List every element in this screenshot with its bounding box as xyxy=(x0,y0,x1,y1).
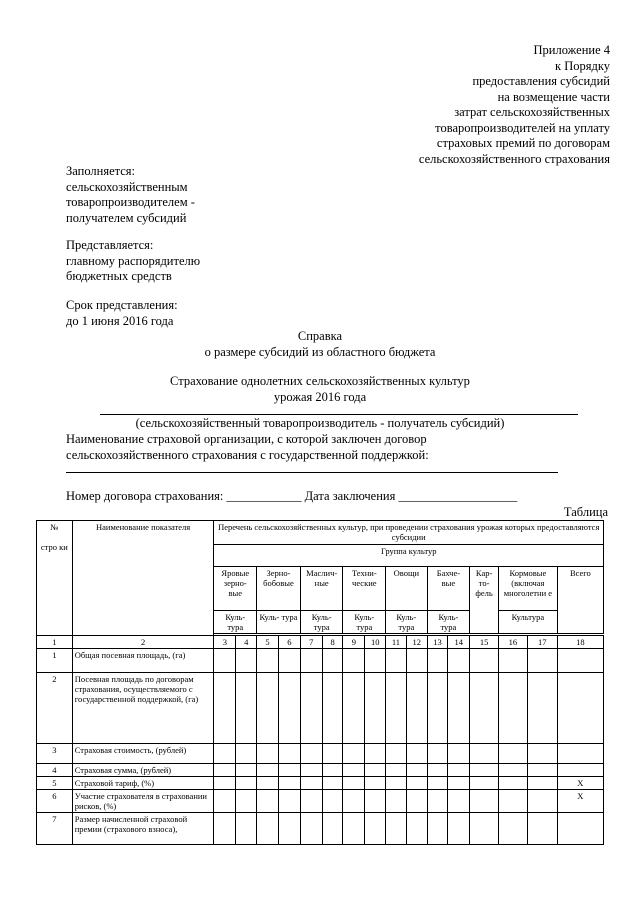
document-subtitle xyxy=(0,374,640,405)
value-cell[interactable] xyxy=(257,812,279,844)
table-row xyxy=(37,812,604,844)
value-cell[interactable] xyxy=(343,812,365,844)
indicator-name: Размер начисленной страховой премии (страхового взноса), xyxy=(72,812,214,844)
value-cell[interactable] xyxy=(499,649,528,673)
submitted-to-line: Представляется: xyxy=(66,238,154,252)
value-cell[interactable] xyxy=(448,673,470,743)
col-number: 16 xyxy=(499,636,528,649)
value-cell[interactable] xyxy=(406,763,427,776)
value-cell[interactable] xyxy=(427,789,448,812)
indicator-name: Страховая стоимость, (рублей) xyxy=(72,743,214,763)
group-oilseeds: Маслич- ные xyxy=(300,567,343,611)
value-cell[interactable] xyxy=(214,812,236,844)
value-cell[interactable] xyxy=(278,776,300,789)
value-cell[interactable] xyxy=(236,812,257,844)
value-cell[interactable] xyxy=(527,763,557,776)
col-number: 11 xyxy=(386,636,407,649)
group-potato: Кар- то- фель xyxy=(470,567,499,634)
value-cell[interactable] xyxy=(322,673,343,743)
col-number: 3 xyxy=(214,636,236,649)
appendix-line: на возмещение части xyxy=(497,89,610,104)
value-cell[interactable] xyxy=(427,743,448,763)
value-cell[interactable] xyxy=(527,649,557,673)
header-row-label: стро ки xyxy=(40,542,68,552)
value-cell[interactable] xyxy=(257,649,279,673)
col-number: 8 xyxy=(322,636,343,649)
value-cell[interactable] xyxy=(499,763,528,776)
culture-cell: Куль- тура xyxy=(300,611,343,634)
table-row xyxy=(37,649,604,673)
crop-group-header: Группа культур xyxy=(214,545,604,567)
value-cell[interactable] xyxy=(278,812,300,844)
value-cell[interactable] xyxy=(343,649,365,673)
value-cell[interactable] xyxy=(448,789,470,812)
value-cell[interactable] xyxy=(365,789,386,812)
value-cell[interactable] xyxy=(322,649,343,673)
value-cell[interactable] xyxy=(499,776,528,789)
value-cell[interactable] xyxy=(214,673,236,743)
insurer-label-line: Наименование страховой организации, с которой заключен договор xyxy=(66,432,427,446)
value-cell[interactable] xyxy=(214,789,236,812)
total-cell[interactable]: Х xyxy=(557,789,603,812)
col-number: 9 xyxy=(343,636,365,649)
value-cell[interactable] xyxy=(386,673,407,743)
insurer-label-line: сельскохозяйственного страхования с государственной поддержкой: xyxy=(66,447,429,462)
row-number: 4 xyxy=(37,763,73,776)
value-cell[interactable] xyxy=(278,743,300,763)
value-cell[interactable] xyxy=(499,673,528,743)
appendix-header xyxy=(419,43,610,167)
indicator-name: Страховая сумма, (рублей) xyxy=(72,763,214,776)
value-cell[interactable] xyxy=(406,649,427,673)
document-title xyxy=(0,329,640,360)
value-cell[interactable] xyxy=(236,776,257,789)
col-number: 6 xyxy=(278,636,300,649)
value-cell[interactable] xyxy=(527,743,557,763)
filled-by-line: товаропроизводителем - xyxy=(66,195,195,209)
group-technical: Техни- ческие xyxy=(343,567,386,611)
value-cell[interactable] xyxy=(406,789,427,812)
value-cell[interactable] xyxy=(365,763,386,776)
value-cell[interactable] xyxy=(300,649,322,673)
col-number: 18 xyxy=(557,636,603,649)
value-cell[interactable] xyxy=(257,763,279,776)
table-label: Таблица xyxy=(563,505,608,519)
table-row xyxy=(37,673,604,743)
indicator-name-header: Наименование показателя xyxy=(72,521,214,636)
culture-cell: Куль- тура xyxy=(427,611,470,634)
insurer-fill-line[interactable] xyxy=(66,472,558,473)
submitted-to-block xyxy=(66,238,200,285)
value-cell[interactable] xyxy=(300,763,322,776)
value-cell[interactable] xyxy=(427,776,448,789)
value-cell[interactable] xyxy=(470,743,499,763)
value-cell[interactable] xyxy=(257,776,279,789)
table-row xyxy=(37,789,604,812)
value-cell[interactable] xyxy=(343,673,365,743)
value-cell[interactable] xyxy=(499,789,528,812)
value-cell[interactable] xyxy=(236,673,257,743)
culture-cell: Куль- тура xyxy=(386,611,427,634)
row-number: 2 xyxy=(37,673,73,743)
col-number: 4 xyxy=(236,636,257,649)
value-cell[interactable] xyxy=(365,812,386,844)
producer-fill-line[interactable] xyxy=(100,414,578,415)
value-cell[interactable] xyxy=(499,812,528,844)
value-cell[interactable] xyxy=(214,776,236,789)
value-cell[interactable] xyxy=(365,776,386,789)
value-cell[interactable] xyxy=(470,812,499,844)
value-cell[interactable] xyxy=(427,812,448,844)
contract-line: Номер договора страхования: ____________ Дата заключения ___________________ xyxy=(66,489,518,503)
total-cell[interactable] xyxy=(557,743,603,763)
col-number: 17 xyxy=(527,636,557,649)
value-cell[interactable] xyxy=(236,763,257,776)
group-vegetables: Овощи xyxy=(386,567,427,611)
value-cell[interactable] xyxy=(300,673,322,743)
appendix-line: сельскохозяйственного страхования xyxy=(418,151,610,166)
value-cell[interactable] xyxy=(386,776,407,789)
value-cell[interactable] xyxy=(365,673,386,743)
value-cell[interactable] xyxy=(386,649,407,673)
value-cell[interactable] xyxy=(343,776,365,789)
table-body xyxy=(37,649,604,845)
value-cell[interactable] xyxy=(322,763,343,776)
total-cell[interactable] xyxy=(557,649,603,673)
row-number: 6 xyxy=(37,789,73,812)
producer-caption: (сельскохозяйственный товаропроизводитель - получатель субсидий) xyxy=(135,416,505,430)
value-cell[interactable] xyxy=(365,743,386,763)
value-cell[interactable] xyxy=(527,673,557,743)
row-number: 7 xyxy=(37,812,73,844)
indicator-name: Общая посевная площадь, (га) xyxy=(72,649,214,673)
col-number: 5 xyxy=(257,636,279,649)
row-number: 3 xyxy=(37,743,73,763)
value-cell[interactable] xyxy=(448,776,470,789)
group-melons: Бахче- вые xyxy=(427,567,470,611)
value-cell[interactable] xyxy=(322,812,343,844)
value-cell[interactable] xyxy=(470,789,499,812)
col-number: 13 xyxy=(427,636,448,649)
value-cell[interactable] xyxy=(499,743,528,763)
value-cell[interactable] xyxy=(448,763,470,776)
value-cell[interactable] xyxy=(278,673,300,743)
value-cell[interactable] xyxy=(257,743,279,763)
value-cell[interactable] xyxy=(343,743,365,763)
row-number: 1 xyxy=(37,649,73,673)
value-cell[interactable] xyxy=(427,649,448,673)
culture-cell: Куль- тура xyxy=(257,611,301,634)
value-cell[interactable] xyxy=(448,743,470,763)
value-cell[interactable] xyxy=(470,763,499,776)
value-cell[interactable] xyxy=(300,812,322,844)
column-numbers-row xyxy=(37,636,604,649)
value-cell[interactable] xyxy=(278,763,300,776)
value-cell[interactable] xyxy=(427,763,448,776)
appendix-line: к Порядку xyxy=(555,58,610,73)
value-cell[interactable] xyxy=(278,649,300,673)
value-cell[interactable] xyxy=(322,743,343,763)
indicator-name: Посевная площадь по договорам страхования, осуществляемого с государственной поддержкой, (га) xyxy=(72,673,214,743)
col-number: 7 xyxy=(300,636,322,649)
value-cell[interactable] xyxy=(322,776,343,789)
row-number: 5 xyxy=(37,776,73,789)
value-cell[interactable] xyxy=(427,673,448,743)
culture-cell: Куль- тура xyxy=(214,611,257,634)
total-cell[interactable]: Х xyxy=(557,776,603,789)
header-no: № xyxy=(50,522,59,532)
col-number: 2 xyxy=(72,636,214,649)
value-cell[interactable] xyxy=(470,776,499,789)
col-number: 10 xyxy=(365,636,386,649)
table-row xyxy=(37,763,604,776)
value-cell[interactable] xyxy=(406,812,427,844)
crop-list-header: Перечень сельскохозяйственных культур, при проведении страхования урожая которых предоставляются субсидии xyxy=(214,521,604,545)
value-cell[interactable] xyxy=(214,743,236,763)
value-cell[interactable] xyxy=(343,789,365,812)
appendix-line: товаропроизводителей на уплату xyxy=(435,120,610,135)
col-number: 1 xyxy=(37,636,73,649)
appendix-line: затрат сельскохозяйственных xyxy=(454,105,610,119)
row-number-header xyxy=(37,521,73,636)
culture-cell: Куль- тура xyxy=(343,611,386,634)
table-row xyxy=(37,743,604,763)
table-row xyxy=(37,776,604,789)
value-cell[interactable] xyxy=(300,789,322,812)
value-cell[interactable] xyxy=(365,649,386,673)
value-cell[interactable] xyxy=(300,776,322,789)
value-cell[interactable] xyxy=(386,812,407,844)
subsidy-table xyxy=(36,520,604,845)
group-fodder: Кормовые (включая многолетни е xyxy=(499,567,558,611)
value-cell[interactable] xyxy=(470,649,499,673)
value-cell[interactable] xyxy=(214,763,236,776)
value-cell[interactable] xyxy=(300,743,322,763)
subtitle-line: Страхование однолетних сельскохозяйственных культур xyxy=(170,374,470,388)
insurer-label xyxy=(66,432,429,463)
appendix-line: Приложение 4 xyxy=(533,43,610,57)
value-cell[interactable] xyxy=(406,743,427,763)
submitted-to-line: главному распорядителю xyxy=(66,253,201,268)
deadline-block xyxy=(66,298,178,329)
col-number: 12 xyxy=(406,636,427,649)
group-total: Всего xyxy=(557,567,603,634)
value-cell[interactable] xyxy=(527,812,557,844)
subtitle-line: урожая 2016 года xyxy=(273,389,367,404)
value-cell[interactable] xyxy=(322,789,343,812)
value-cell[interactable] xyxy=(386,789,407,812)
group-spring-grain: Яровые зерно- вые xyxy=(214,567,257,611)
title-line: о размере субсидий из областного бюджета xyxy=(204,344,436,359)
filled-by-line: получателем субсидий xyxy=(66,210,187,225)
col-number: 15 xyxy=(470,636,499,649)
value-cell[interactable] xyxy=(236,743,257,763)
deadline-line: Срок представления: xyxy=(66,298,178,312)
value-cell[interactable] xyxy=(257,673,279,743)
indicator-name: Участие страхователя в страховании рисков, (%) xyxy=(72,789,214,812)
value-cell[interactable] xyxy=(214,649,236,673)
value-cell[interactable] xyxy=(236,789,257,812)
total-cell[interactable] xyxy=(557,673,603,743)
value-cell[interactable] xyxy=(448,812,470,844)
culture-cell: Культура xyxy=(499,611,558,634)
col-number: 14 xyxy=(448,636,470,649)
appendix-line: страховых премий по договорам xyxy=(436,136,610,150)
value-cell[interactable] xyxy=(257,789,279,812)
deadline-line: до 1 июня 2016 года xyxy=(66,313,174,328)
value-cell[interactable] xyxy=(527,776,557,789)
filled-by-line: Заполняется: xyxy=(66,164,136,178)
filled-by-block xyxy=(66,164,195,226)
total-cell[interactable] xyxy=(557,763,603,776)
submitted-to-line: бюджетных средств xyxy=(66,269,172,283)
value-cell[interactable] xyxy=(406,673,427,743)
value-cell[interactable] xyxy=(386,743,407,763)
title-line: Справка xyxy=(297,329,343,343)
value-cell[interactable] xyxy=(527,789,557,812)
value-cell[interactable] xyxy=(278,789,300,812)
appendix-line: предоставления субсидий xyxy=(472,74,610,88)
value-cell[interactable] xyxy=(386,763,407,776)
indicator-name: Страховой тариф, (%) xyxy=(72,776,214,789)
group-legumes: Зерно- бобовые xyxy=(257,567,301,611)
total-cell[interactable] xyxy=(557,812,603,844)
filled-by-line: сельскохозяйственным xyxy=(66,179,188,194)
value-cell[interactable] xyxy=(343,763,365,776)
value-cell[interactable] xyxy=(470,673,499,743)
value-cell[interactable] xyxy=(448,649,470,673)
value-cell[interactable] xyxy=(236,649,257,673)
value-cell[interactable] xyxy=(406,776,427,789)
